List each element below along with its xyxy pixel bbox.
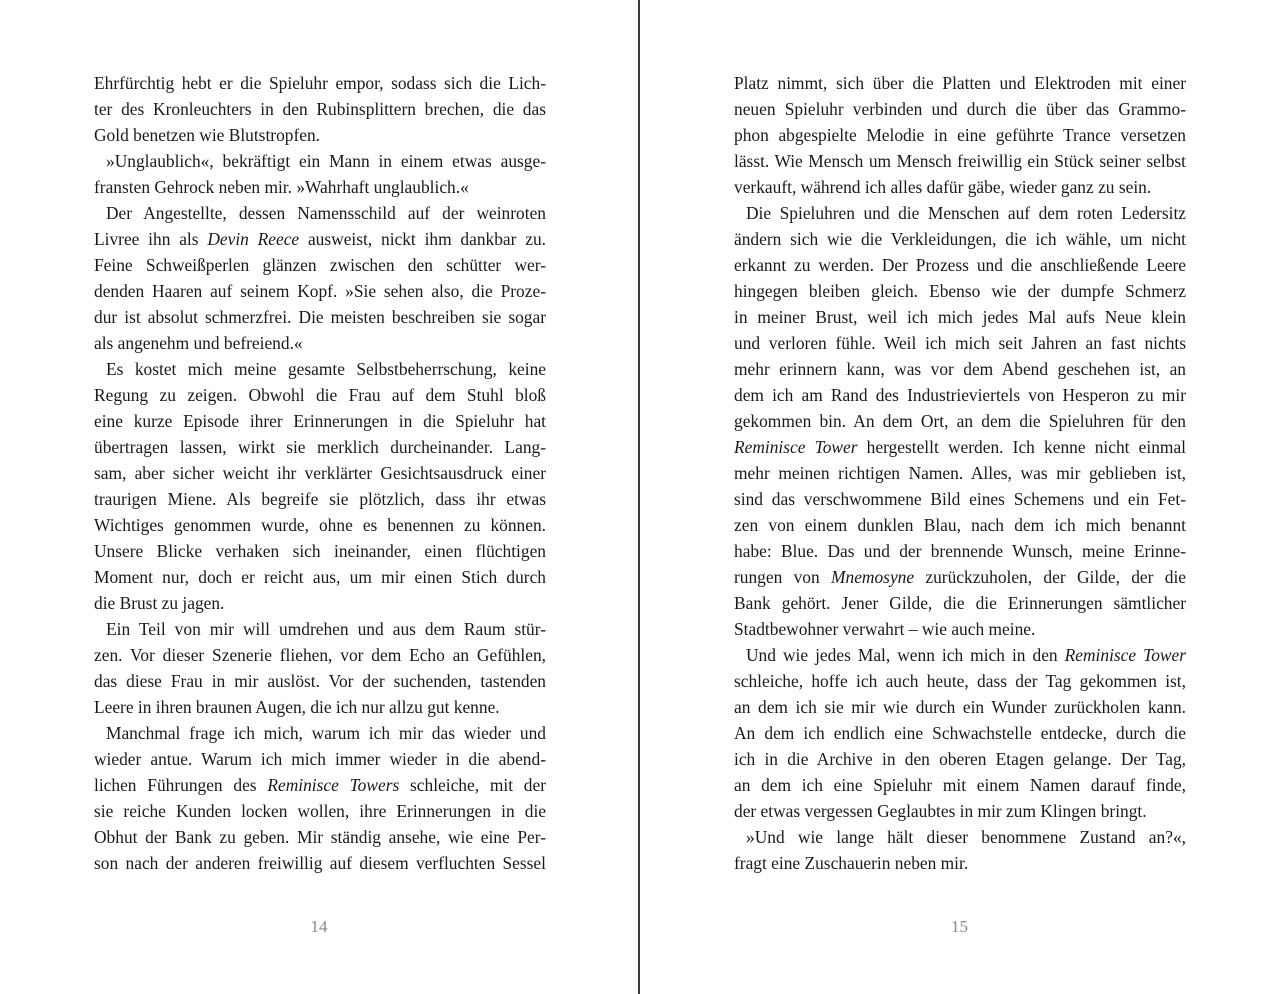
italic-text-span: Reminisce Tower	[1064, 645, 1186, 665]
text-line	[94, 850, 546, 876]
text-span: An dem ich endlich eine Schwachstelle entdecke, durch die	[734, 723, 1186, 743]
text-line	[734, 356, 1186, 382]
text-span: an dem ich sie mir wie durch ein Wunder zurückholen kann.	[734, 697, 1186, 717]
text-span: als angenehm und befreiend.«	[94, 333, 303, 353]
text-span: hingegen bleiben gleich. Ebenso wie der dumpfe Schmerz	[734, 281, 1186, 301]
text-line	[94, 642, 546, 668]
text-line	[734, 720, 1186, 746]
text-line	[94, 668, 546, 694]
text-span: ausweist, nickt ihm dankbar zu.	[299, 229, 546, 249]
text-span: Die Spieluhren und die Menschen auf dem roten Ledersitz	[746, 203, 1186, 223]
left-page-body-text	[94, 70, 546, 876]
text-span: hergestellt werden. Ich kenne nicht einmal	[857, 437, 1186, 457]
italic-text-span: Mnemosyne	[831, 567, 915, 587]
text-span: son nach der anderen freiwillig auf diesem verfluchten Sessel	[94, 853, 546, 873]
text-span: das diese Frau in mir auslöst. Vor der suchenden, tastenden	[94, 671, 546, 691]
text-span: Manchmal frage ich mich, warum ich mir das wieder und	[106, 723, 546, 743]
text-span: Ehrfürchtig hebt er die Spieluhr empor, sodass sich die Lich-	[94, 73, 546, 93]
italic-text-span: Reminisce Towers	[267, 775, 400, 795]
text-line	[734, 226, 1186, 252]
text-span: schleiche, hoffe ich auch heute, dass der Tag gekommen ist,	[734, 671, 1186, 691]
text-line	[94, 330, 546, 356]
text-line	[94, 96, 546, 122]
text-line	[94, 590, 546, 616]
right-page	[640, 0, 1279, 994]
text-line	[94, 304, 546, 330]
text-line	[734, 252, 1186, 278]
text-line	[734, 746, 1186, 772]
text-span: zen. Vor dieser Szenerie fliehen, vor dem Echo an Gefühlen,	[94, 645, 546, 665]
text-span: Feine Schweißperlen glänzen zwischen den schütter wer-	[94, 255, 546, 275]
text-span: lässt. Wie Mensch um Mensch freiwillig ein Stück seiner selbst	[734, 151, 1186, 171]
text-line	[94, 226, 546, 252]
text-span: an dem ich eine Spieluhr mit einem Namen darauf finde,	[734, 775, 1186, 795]
text-line	[94, 408, 546, 434]
text-line	[734, 382, 1186, 408]
italic-text-span: Devin Reece	[207, 229, 300, 249]
text-span: ändern sich wie die Verkleidungen, die ich wähle, um nicht	[734, 229, 1186, 249]
text-line	[734, 96, 1186, 122]
text-line	[94, 564, 546, 590]
text-line	[734, 850, 1186, 876]
text-span: erkannt zu werden. Der Prozess und die anschließende Leere	[734, 255, 1186, 275]
text-span: sind das verschwommene Bild eines Schemens und ein Fet-	[734, 489, 1186, 509]
text-line	[94, 252, 546, 278]
text-line	[734, 486, 1186, 512]
text-span: zen von einem dunklen Blau, nach dem ich mich benannt	[734, 515, 1186, 535]
text-line	[94, 746, 546, 772]
text-line	[94, 200, 546, 226]
text-span: fragt eine Zuschauerin neben mir.	[734, 853, 969, 873]
text-line	[734, 330, 1186, 356]
text-line	[94, 694, 546, 720]
text-span: »Und wie lange hält dieser benommene Zustand an?«,	[746, 827, 1186, 847]
right-page-body-text	[734, 70, 1186, 876]
text-span: und verloren fühle. Weil ich mich seit Jahren an fast nichts	[734, 333, 1186, 353]
text-span: Platz nimmt, sich über die Platten und Elektroden mit einer	[734, 73, 1186, 93]
text-span: dem ich am Rand des Industrieviertels von Hesperon zu mir	[734, 385, 1186, 405]
text-line	[94, 174, 546, 200]
text-line	[94, 148, 546, 174]
text-span: mehr meinen richtigen Namen. Alles, was mir geblieben ist,	[734, 463, 1186, 483]
text-line	[734, 824, 1186, 850]
text-line	[734, 590, 1186, 616]
text-line	[94, 538, 546, 564]
text-span: denden Haaren auf seinem Kopf. »Sie sehen also, die Proze-	[94, 281, 546, 301]
text-line	[734, 278, 1186, 304]
text-span: Der Angestellte, dessen Namensschild auf der weinroten	[106, 203, 546, 223]
text-line	[734, 668, 1186, 694]
text-line	[734, 798, 1186, 824]
text-span: eine kurze Episode ihrer Erinnerungen in die Spieluhr hat	[94, 411, 546, 431]
text-line	[734, 616, 1186, 642]
text-line	[734, 200, 1186, 226]
text-span: Moment nur, doch er reicht aus, um mir einen Stich durch	[94, 567, 546, 587]
text-span: Leere in ihren braunen Augen, die ich nur allzu gut kenne.	[94, 697, 500, 717]
text-span: ter des Kronleuchters in den Rubinsplittern brechen, die das	[94, 99, 546, 119]
text-span: Stadtbewohner verwahrt – wie auch meine.	[734, 619, 1036, 639]
right-page-number: 15	[951, 917, 968, 936]
text-span: Es kostet mich meine gesamte Selbstbeherrschung, keine	[106, 359, 546, 379]
text-line	[94, 434, 546, 460]
text-span: Unsere Blicke verhaken sich ineinander, einen flüchtigen	[94, 541, 546, 561]
text-span: rungen von	[734, 567, 832, 587]
text-span: verkauft, während ich alles dafür gäbe, wieder ganz zu sein.	[734, 177, 1152, 197]
text-span: schleiche, mit der	[399, 775, 547, 795]
text-span: »Unglaublich«, bekräftigt ein Mann in einem etwas ausge-	[106, 151, 546, 171]
text-line	[94, 460, 546, 486]
text-line	[734, 694, 1186, 720]
text-line	[734, 70, 1186, 96]
text-line	[734, 148, 1186, 174]
text-span: in meiner Brust, weil ich mich jedes Mal aufs Neue klein	[734, 307, 1186, 327]
text-line	[734, 304, 1186, 330]
text-span: lichen Führungen des	[94, 775, 268, 795]
text-line	[94, 772, 546, 798]
text-span: ich in die Archive in den oberen Etagen gelange. Der Tag,	[734, 749, 1186, 769]
text-line	[94, 512, 546, 538]
text-span: wieder antue. Warum ich mich immer wieder in die abend-	[94, 749, 546, 769]
text-span: gekommen bin. An dem Ort, an dem die Spieluhren für den	[734, 411, 1186, 431]
text-line	[94, 616, 546, 642]
text-line	[94, 382, 546, 408]
text-line	[94, 70, 546, 96]
left-page	[0, 0, 638, 994]
text-span: Regung zu zeigen. Obwohl die Frau auf dem Stuhl bloß	[94, 385, 546, 405]
text-span: traurigen Miene. Als begreife sie plötzlich, dass ihr etwas	[94, 489, 546, 509]
text-line	[94, 798, 546, 824]
text-span: phon abgespielte Melodie in eine geführte Trance versetzen	[734, 125, 1186, 145]
text-line	[734, 408, 1186, 434]
text-span: neuen Spieluhr verbinden und durch die über das Grammo-	[734, 99, 1186, 119]
text-span: Wichtiges genommen wurde, ohne es benennen zu können.	[94, 515, 546, 535]
text-line	[734, 538, 1186, 564]
text-span: sam, aber sicher weicht ihr verklärter Gesichtsausdruck einer	[94, 463, 546, 483]
text-span: habe: Blue. Das und der brennende Wunsch, meine Erinne-	[734, 541, 1186, 561]
left-page-number: 14	[310, 917, 328, 936]
text-line	[734, 174, 1186, 200]
text-line	[94, 824, 546, 850]
text-span: zurückzuholen, der Gilde, der die	[914, 567, 1187, 587]
text-line	[94, 122, 546, 148]
text-span: Ein Teil von mir will umdrehen und aus dem Raum stür-	[106, 619, 546, 639]
text-span: fransten Gehrock neben mir. »Wahrhaft unglaublich.«	[94, 177, 469, 197]
text-line	[734, 434, 1186, 460]
text-line	[94, 486, 546, 512]
text-line	[734, 122, 1186, 148]
italic-text-span: Reminisce Tower	[734, 437, 858, 457]
text-span: Und wie jedes Mal, wenn ich mich in den	[746, 645, 1065, 665]
text-span: mehr erinnern kann, was vor dem Abend geschehen ist, an	[734, 359, 1186, 379]
text-span: Livree ihn als	[94, 229, 208, 249]
text-line	[94, 720, 546, 746]
text-line	[94, 278, 546, 304]
text-line	[734, 564, 1186, 590]
text-span: Gold benetzen wie Blutstropfen.	[94, 125, 321, 145]
text-line	[94, 356, 546, 382]
text-span: der etwas vergessen Geglaubtes in mir zum Klingen bringt.	[734, 801, 1147, 821]
text-line	[734, 772, 1186, 798]
text-span: Bank gehört. Jener Gilde, die die Erinnerungen sämtlicher	[734, 593, 1186, 613]
text-span: dur ist absolut schmerzfrei. Die meisten beschreiben sie sogar	[94, 307, 546, 327]
text-line	[734, 460, 1186, 486]
text-line	[734, 512, 1186, 538]
text-span: Obhut der Bank zu geben. Mir ständig ansehe, wie eine Per-	[94, 827, 546, 847]
text-span: sie reiche Kunden locken wollen, ihre Erinnerungen in die	[94, 801, 546, 821]
text-line	[734, 642, 1186, 668]
text-span: übertragen lassen, wirkt sie merklich durcheinander. Lang-	[94, 437, 546, 457]
text-span: die Brust zu jagen.	[94, 593, 225, 613]
